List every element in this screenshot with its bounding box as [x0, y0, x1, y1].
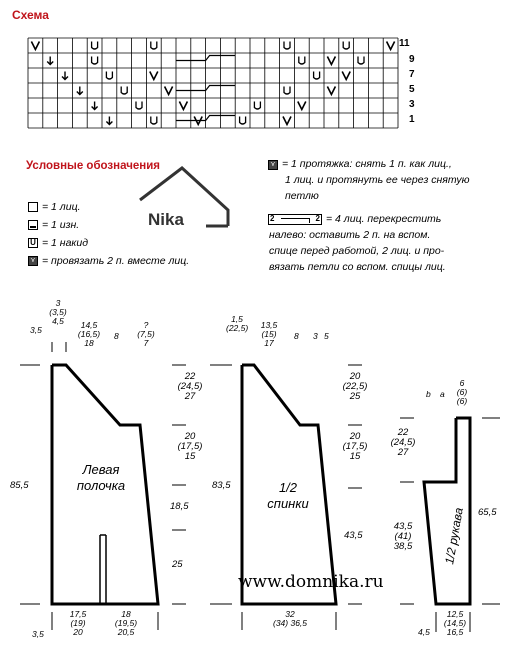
- legend-pull-l2: 1 лиц. и протянуть ее через снятую: [285, 174, 470, 186]
- row-number-1: 1: [409, 114, 415, 125]
- cross-symbol-icon: [268, 214, 322, 225]
- sleeve-left-22: [388, 428, 418, 458]
- sleeve-left-435: [388, 522, 418, 552]
- back-label-line1: 1/2: [278, 480, 298, 495]
- chart-yarn-over-mark: [299, 57, 305, 65]
- back-right-20-d: 20: [349, 431, 361, 442]
- front-bottom-35: 3,5: [32, 629, 44, 639]
- cross-num-left: 2: [270, 214, 275, 223]
- legend-knit: = 1 лиц.: [42, 201, 81, 213]
- chart-yarn-over-mark: [240, 117, 246, 125]
- front-top-35: 3,5: [30, 325, 42, 335]
- sleeve-top-6: [454, 379, 470, 406]
- front-top-145: [72, 321, 106, 348]
- sleeve-top-a: a: [440, 389, 445, 399]
- chart-k2tog-mark: [298, 102, 306, 110]
- back-piece-label: [258, 480, 318, 512]
- front-right-185: 18,5: [170, 501, 189, 512]
- front-right-20-a: 20: [184, 431, 196, 442]
- back-bottom-32: [268, 610, 312, 628]
- chart-yarn-over-mark: [136, 102, 142, 110]
- row-number-7: 7: [409, 69, 415, 80]
- chart-arrow-mark: [77, 87, 83, 95]
- yarn-over-icon: U: [28, 238, 38, 248]
- chart-yarn-over-mark: [358, 57, 364, 65]
- front-right-25: 25: [172, 559, 183, 570]
- front-top-q-a: ?: [143, 320, 149, 330]
- purl-symbol-icon: [28, 220, 38, 230]
- back-bottom-32-a: 32: [285, 609, 295, 619]
- back-right-20-f: 15: [349, 451, 361, 462]
- front-bottom-18: [110, 610, 142, 637]
- chart-arrow-mark: [47, 57, 53, 65]
- sleeve-right-655: 65,5: [478, 507, 497, 518]
- back-top-15-b: (22,5): [226, 323, 249, 333]
- back-right-20-e: (17,5): [342, 441, 368, 452]
- front-bottom-175: [62, 610, 94, 637]
- chart-k2tog-mark: [165, 87, 173, 95]
- cross-num-right: 2: [315, 214, 320, 223]
- front-top-145-c: 18: [84, 338, 94, 348]
- sleeve-left-435-b: (41): [394, 531, 412, 542]
- front-right-20-c: 15: [184, 451, 196, 462]
- legend-pull-l3: петлю: [285, 190, 319, 202]
- front-right-22-a: 22: [184, 371, 196, 382]
- front-bottom-18-b: (19,5): [114, 618, 138, 628]
- front-top-8: 8: [114, 331, 119, 341]
- sleeve-top-6-a: 6: [459, 378, 465, 388]
- chart-yarn-over-mark: [121, 87, 127, 95]
- sleeve-bottom-125-c: 16,5: [446, 627, 464, 637]
- chart-yarn-over-mark: [343, 42, 349, 50]
- front-top-3-a: 3: [55, 298, 61, 308]
- watermark: www.domnika.ru: [238, 572, 384, 592]
- front-bottom-175-c: 20: [73, 627, 83, 637]
- front-bottom-175-a: 17,5: [69, 609, 87, 619]
- back-top-8: 8: [294, 331, 299, 341]
- legend-cross-l2: налево: оставить 2 п. на вспом.: [269, 229, 431, 241]
- chart-arrow-mark: [106, 117, 112, 125]
- back-right-435: 43,5: [344, 530, 363, 541]
- row-number-3: 3: [409, 99, 415, 110]
- row-number-5: 5: [409, 84, 415, 95]
- chart-k2tog-mark: [283, 117, 291, 125]
- k2tog-icon: ⋎: [28, 256, 38, 266]
- front-left-855: 85,5: [10, 480, 29, 491]
- front-bottom-18-a: 18: [121, 609, 131, 619]
- chart-k2tog-mark: [150, 72, 158, 80]
- sleeve-left-22-a: 22: [397, 427, 409, 438]
- chart-yarn-over-mark: [92, 57, 98, 65]
- front-label-line1: Левая: [82, 462, 120, 477]
- sleeve-bottom-45: 4,5: [418, 627, 430, 637]
- legend-purl: = 1 изн.: [42, 219, 80, 231]
- nika-logo-text: Nika: [148, 210, 184, 229]
- chart-yarn-over-mark: [284, 87, 290, 95]
- chart-k2tog-mark: [327, 57, 335, 65]
- front-bottom-175-b: (19): [70, 618, 86, 628]
- front-right-22-c: 27: [184, 391, 196, 402]
- back-top-5: 5: [324, 331, 329, 341]
- back-bottom-32-b: (34) 36,5: [272, 618, 308, 628]
- chart-yarn-over-mark: [92, 42, 98, 50]
- row-number-9: 9: [409, 54, 415, 65]
- back-top-15-a: 1,5: [231, 314, 243, 324]
- chart-k2tog-mark: [327, 87, 335, 95]
- back-right-20-lower: [340, 432, 370, 462]
- front-piece-label: [66, 462, 136, 494]
- sleeve-left-22-b: (24,5): [390, 437, 416, 448]
- front-right-20-b: (17,5): [177, 441, 203, 452]
- back-top-135-c: 17: [264, 338, 274, 348]
- chart-yarn-over-mark: [254, 102, 260, 110]
- sleeve-left-22-c: 27: [397, 447, 409, 458]
- chart-k2tog-mark: [387, 42, 395, 50]
- back-left-835: 83,5: [212, 480, 231, 491]
- pull-through-icon: ⋎: [268, 160, 278, 170]
- scheme-title: Схема: [12, 8, 49, 22]
- legend-yarn-over: = 1 накид: [42, 237, 89, 249]
- front-piece-slit: [100, 535, 106, 604]
- back-top-135-b: (15): [261, 329, 277, 339]
- sleeve-top-6-c: (6): [456, 396, 468, 406]
- legend-cross-l4: вязать петли со вспом. спицы лиц.: [269, 261, 446, 273]
- front-top-145-a: 14,5: [80, 320, 98, 330]
- front-top-3-b: (3,5): [49, 307, 67, 317]
- chart-yarn-over-mark: [106, 72, 112, 80]
- chart-yarn-over-mark: [314, 72, 320, 80]
- sleeve-left-435-a: 43,5: [393, 521, 413, 532]
- knit-symbol-icon: [28, 202, 38, 212]
- front-right-22: [176, 372, 204, 402]
- front-top-145-b: (16,5): [77, 329, 101, 339]
- sleeve-bottom-125-b: (14,5): [443, 618, 467, 628]
- back-label-line2: спинки: [267, 496, 309, 511]
- front-bottom-18-c: 20,5: [117, 627, 135, 637]
- chart-arrow-mark: [92, 102, 98, 110]
- front-label-line2: полочка: [76, 478, 126, 493]
- legend-cross-l3: спице перед работой, 2 лиц. и про-: [269, 245, 445, 257]
- back-top-3: 3: [313, 331, 318, 341]
- legend-k2tog: = провязать 2 п. вместе лиц.: [42, 255, 190, 267]
- back-top-135-a: 13,5: [260, 320, 278, 330]
- back-right-20-c: 25: [349, 391, 361, 402]
- sleeve-top-6-b: (6): [456, 387, 468, 397]
- legend-pull-l1: = 1 протяжка: снять 1 п. как лиц.,: [282, 158, 452, 170]
- back-right-20-b: (22,5): [342, 381, 368, 392]
- back-top-15: [226, 315, 248, 333]
- legend-cross-l1: = 4 лиц. перекрестить: [326, 213, 442, 225]
- chart-yarn-over-mark: [284, 42, 290, 50]
- front-right-22-b: (24,5): [177, 381, 203, 392]
- back-top-135: [254, 321, 284, 348]
- sleeve-label: 1/2 рукава: [442, 506, 466, 566]
- front-top-q-b: (7,5): [137, 329, 155, 339]
- front-top-3-c: 4,5: [52, 316, 64, 326]
- chart-yarn-over-mark: [151, 117, 157, 125]
- chart-k2tog-mark: [31, 42, 39, 50]
- chart-k2tog-mark: [179, 102, 187, 110]
- knitting-chart-grid: [28, 38, 398, 128]
- back-right-20-a: 20: [349, 371, 361, 382]
- front-top-3: [48, 299, 68, 326]
- sleeve-bottom-125-a: 12,5: [446, 609, 464, 619]
- front-right-20: [176, 432, 204, 462]
- chart-k2tog-mark: [342, 72, 350, 80]
- chart-arrow-mark: [62, 72, 68, 80]
- legend-title: Условные обозначения: [26, 160, 161, 172]
- row-number-11: 11: [399, 38, 410, 49]
- back-right-20: [340, 372, 370, 402]
- sleeve-bottom-125: [440, 610, 470, 637]
- front-top-q: [136, 321, 156, 348]
- sleeve-left-435-c: 38,5: [393, 541, 413, 552]
- front-top-q-c: 7: [143, 338, 149, 348]
- chart-yarn-over-mark: [151, 42, 157, 50]
- sleeve-top-b: b: [426, 389, 431, 399]
